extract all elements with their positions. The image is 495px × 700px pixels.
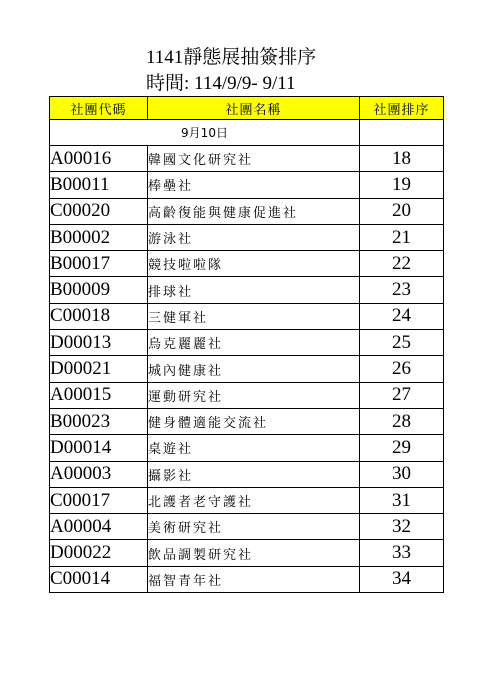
header-club-order: 社團排序	[360, 97, 444, 120]
date-range: 時間: 114/9/9- 9/11	[146, 73, 296, 94]
table-header-row	[50, 97, 444, 120]
club-name-cell: 福智青年社	[148, 566, 360, 592]
club-order-cell: 34	[360, 566, 444, 592]
date-label: 9月10日	[50, 120, 360, 146]
club-name-cell: 三健軍社	[148, 303, 360, 329]
date-row-empty-cell	[360, 120, 444, 146]
club-name-cell: 城內健康社	[148, 356, 360, 382]
club-order-cell: 29	[360, 435, 444, 461]
club-name-cell: 高齡復能與健康促進社	[148, 198, 360, 224]
club-order-cell: 32	[360, 514, 444, 540]
club-order-cell: 33	[360, 540, 444, 566]
club-order-cell: 27	[360, 382, 444, 408]
club-code-cell: B00023	[50, 408, 148, 434]
club-code-cell: C00017	[50, 487, 148, 513]
club-order-cell: 22	[360, 251, 444, 277]
club-code-cell: B00009	[50, 277, 148, 303]
table-row	[50, 198, 444, 224]
table-row	[50, 172, 444, 198]
table-row	[50, 540, 444, 566]
club-name-cell: 排球社	[148, 277, 360, 303]
club-order-cell: 31	[360, 487, 444, 513]
table-row	[50, 435, 444, 461]
club-name-cell: 游泳社	[148, 224, 360, 250]
club-name-cell: 攝影社	[148, 461, 360, 487]
table-row	[50, 382, 444, 408]
club-code-cell: A00004	[50, 514, 148, 540]
club-code-cell: C00020	[50, 198, 148, 224]
table-row	[50, 303, 444, 329]
table-row	[50, 514, 444, 540]
table-row	[50, 487, 444, 513]
club-name-cell: 競技啦啦隊	[148, 251, 360, 277]
table-row	[50, 330, 444, 356]
document-title: 1141靜態展抽簽排序	[146, 47, 317, 68]
club-code-cell: D00022	[50, 540, 148, 566]
header-club-code: 社團代碼	[50, 97, 148, 120]
club-code-cell: B00002	[50, 224, 148, 250]
club-name-cell: 運動研究社	[148, 382, 360, 408]
club-name-cell: 飲品調製研究社	[148, 540, 360, 566]
club-code-cell: B00011	[50, 172, 148, 198]
table-row	[50, 277, 444, 303]
table-row	[50, 566, 444, 592]
club-code-cell: A00015	[50, 382, 148, 408]
table-row	[50, 251, 444, 277]
club-code-cell: D00021	[50, 356, 148, 382]
table-row	[50, 408, 444, 434]
club-code-cell: C00014	[50, 566, 148, 592]
club-code-cell: A00016	[50, 146, 148, 172]
club-order-cell: 20	[360, 198, 444, 224]
date-row	[50, 120, 444, 146]
club-name-cell: 健身體適能交流社	[148, 408, 360, 434]
header-club-name: 社團名稱	[148, 97, 360, 120]
table-row	[50, 356, 444, 382]
club-order-cell: 30	[360, 461, 444, 487]
club-order-cell: 28	[360, 408, 444, 434]
club-order-cell: 23	[360, 277, 444, 303]
club-name-cell: 棒壘社	[148, 172, 360, 198]
club-code-cell: B00017	[50, 251, 148, 277]
club-name-cell: 韓國文化研究社	[148, 146, 360, 172]
club-name-cell: 烏克麗麗社	[148, 330, 360, 356]
club-name-cell: 北護者老守護社	[148, 487, 360, 513]
table-row	[50, 224, 444, 250]
club-code-cell: D00014	[50, 435, 148, 461]
club-order-cell: 24	[360, 303, 444, 329]
club-order-cell: 26	[360, 356, 444, 382]
club-order-cell: 21	[360, 224, 444, 250]
club-order-cell: 25	[360, 330, 444, 356]
table-row	[50, 461, 444, 487]
club-order-cell: 19	[360, 172, 444, 198]
club-order-table	[49, 96, 444, 593]
club-name-cell: 桌遊社	[148, 435, 360, 461]
club-code-cell: A00003	[50, 461, 148, 487]
club-code-cell: D00013	[50, 330, 148, 356]
club-order-cell: 18	[360, 146, 444, 172]
table-row	[50, 146, 444, 172]
club-code-cell: C00018	[50, 303, 148, 329]
club-name-cell: 美術研究社	[148, 514, 360, 540]
